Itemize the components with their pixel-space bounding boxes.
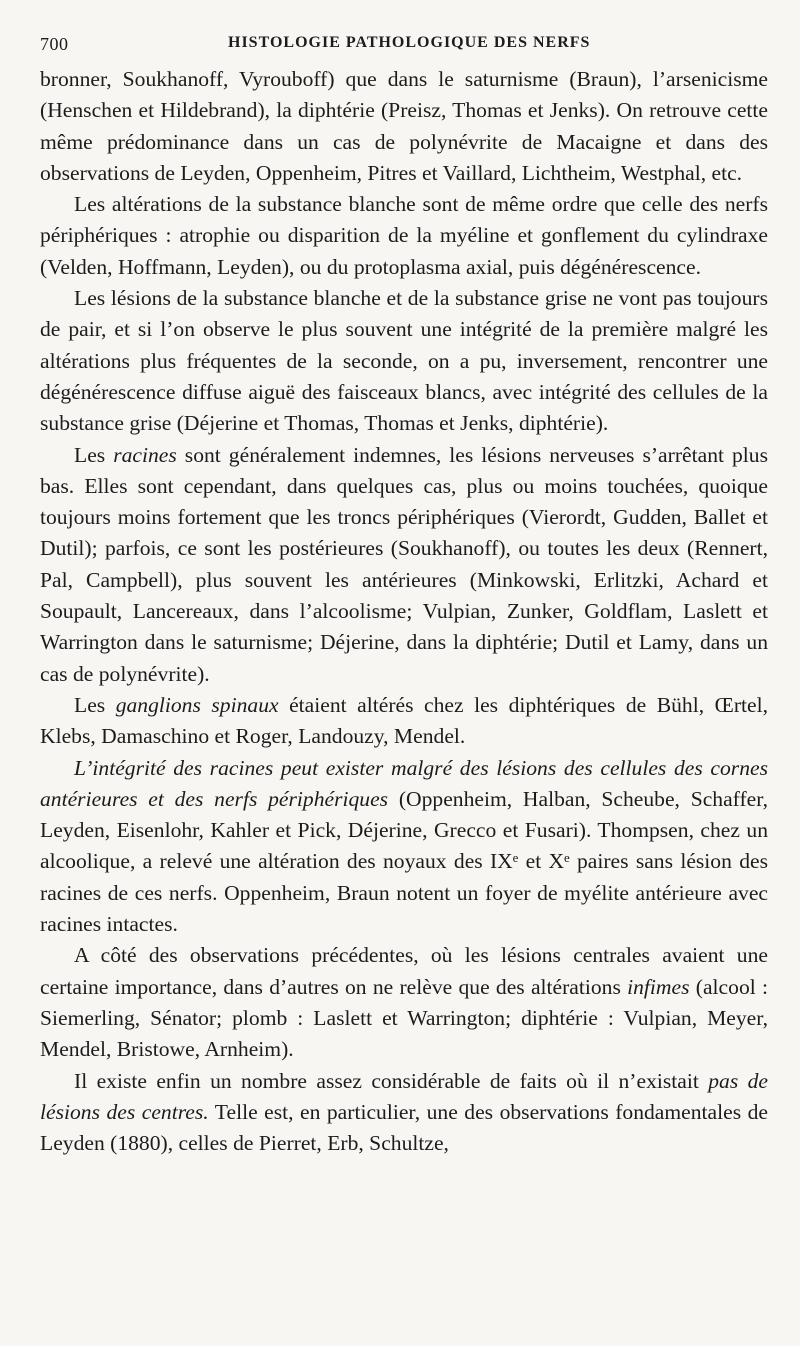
paragraph — [40, 440, 768, 690]
text-segment: Les lésions de la substance blanche et de la substance grise ne vont pas toujours de pair, et si l’on observe le plus souvent une intégrité de la première malgré les altérations plus fréquentes de la seconde, on a pu, inversement, rencontrer une dégénérescence diffuse aiguë des faisceaux blancs, avec intégrité des cellules de la substance grise (Déjerine et Thomas, Thomas et Jenks, diphtérie). — [40, 286, 768, 436]
book-page — [40, 28, 768, 1159]
paragraph — [40, 64, 768, 189]
text-segment: A côté des observations précédentes, où les lésions centrales avaient une certaine importance, dans d’autres on ne relève que des altérations — [40, 943, 768, 999]
page-header — [40, 28, 768, 64]
italic-term: L’intégrité des racines peut exister malgré des lésions des cellules des cornes antérieures et des nerfs périphériques — [40, 755, 768, 811]
page-number: 700 — [40, 34, 69, 54]
text-segment: (alcool : Siemerling, Sénator; plomb : Laslett et Warrington; diphtérie : Vulpian, Meyer, Mendel, Bristowe, Arnheim). — [40, 974, 768, 1062]
paragraph — [40, 690, 768, 753]
text-segment: Les — [74, 442, 114, 467]
text-segment: Telle est, en particulier, une des observations fondamentales de Leyden (1880), celles de Pierret, Erb, Schultze, — [40, 1099, 768, 1156]
text-segment: bronner, Soukhanoff, Vyrouboff) que dans le saturnisme (Braun), l’arsenicisme (Henschen et Hildebrand), la diphtérie (Preisz, Thomas et Jenks). On retrouve cette même prédominance dans un cas de polynévrite de Macaigne et dans des observations de Leyden, Oppenheim, Pitres et Vaillard, Lichtheim, Westphal, etc. — [40, 67, 768, 185]
text-segment: Il existe enfin un nombre assez considérable de faits où il n’existait — [74, 1068, 709, 1093]
paragraph — [40, 1066, 768, 1160]
paragraph — [40, 189, 768, 283]
italic-term: racines — [113, 442, 177, 467]
text-segment: (Oppenheim, Halban, Scheube, Schaffer, Leyden, Eisenlohr, Kahler et Pick, Déjerine, Grecco et Fusari). Thompsen, chez un alcoolique, a relevé une altération des noyaux des IXᵉ et Xᵉ paires sans lésion des racines de ces nerfs. Oppenheim, Braun notent un foyer de myélite antérieure avec racines intactes. — [40, 786, 768, 937]
text-segment: sont généralement indemnes, les lésions nerveuses s’arrêtant plus bas. Elles sont cependant, dans quelques cas, plus ou moins touchées, quoique toujours moins fortement que les troncs périphériques (Vierordt, Gudden, Ballet et Dutil); parfois, ce sont les postérieures (Soukhanoff), ou toutes les deux (Rennert, Pal, Campbell), plus souvent les antérieures (Minkowski, Erlitzki, Achard et Soupault, Lancereaux, dans l’alcoolisme; Vulpian, Zunker, Goldflam, Laslett et Warrington dans le saturnisme; Déjerine, dans la diphtérie; Dutil et Lamy, dans un cas de polynévrite). — [40, 442, 768, 686]
running-title: HISTOLOGIE PATHOLOGIQUE DES NERFS — [228, 34, 591, 51]
text-segment: Les — [74, 692, 116, 717]
paragraph — [40, 283, 768, 439]
paragraph — [40, 940, 768, 1065]
body-text — [40, 64, 768, 1159]
paragraph — [40, 753, 768, 941]
text-segment: Les altérations de la substance blanche sont de même ordre que celle des nerfs périphériques : atrophie ou disparition de la myéline et gonflement du cylindraxe (Velden, Hoffmann, Leyden), ou du protoplasma axial, puis dégénérescence. — [40, 192, 768, 279]
text-segment: étaient altérés chez les diphtériques de Bühl, Œrtel, Klebs, Damaschino et Roger, Landouzy, Mendel. — [40, 692, 769, 749]
italic-term: infimes — [627, 974, 690, 999]
italic-term: ganglions spinaux — [115, 692, 279, 717]
italic-term: pas de lésions des centres. — [40, 1068, 768, 1124]
